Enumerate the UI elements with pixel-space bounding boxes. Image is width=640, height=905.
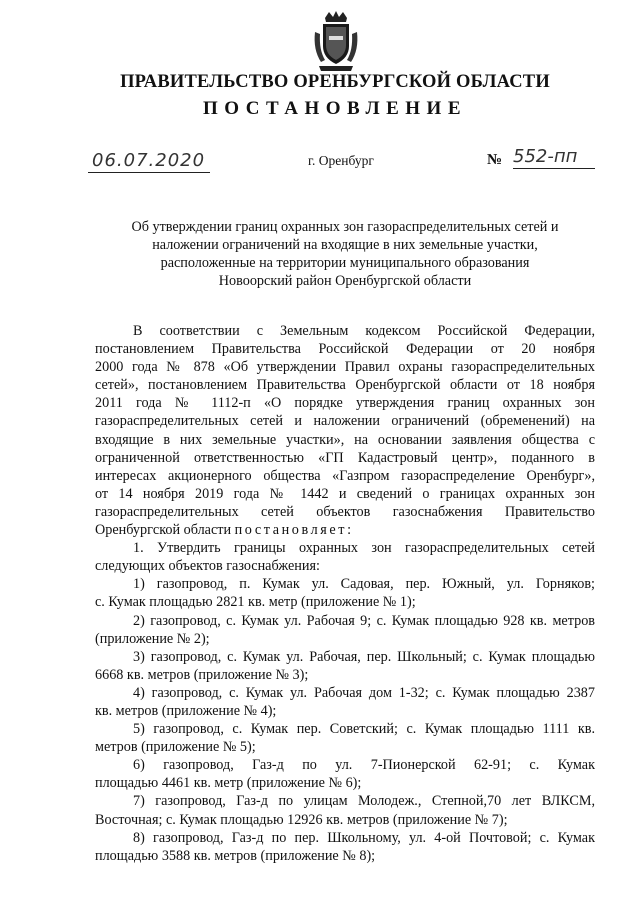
body-line: 5) газопровод, с. Кумак пер. Советский; с. Кумак площадью 1111 кв. (133, 721, 595, 738)
body-line: входящие в них земельные участки», на основании заявления общества с (95, 431, 595, 448)
body-line: Восточная; с. Кумак площадью 12926 кв. метров (приложение № 7); (95, 811, 508, 828)
sub-item-2 (95, 612, 595, 648)
sub-item-6 (95, 756, 595, 792)
body-line: 7) газопровод, Газ-д по улицам Молодеж., Степной,70 лет ВЛКСМ, (133, 793, 595, 810)
body-line: В соответствии с Земельным кодексом Российской Федерации, (133, 323, 595, 339)
body-line-last (95, 521, 595, 539)
body-line: площадью 4461 кв. метр (приложение № 6); (95, 775, 362, 792)
body-line-text: Оренбургской области (95, 522, 232, 539)
decree-body (95, 322, 595, 865)
body-line: следующих объектов газоснабжения: (95, 558, 320, 575)
body-line: 2011 года № 1112-п «О порядке утверждения границ охранных зон (95, 395, 595, 412)
body-line: 8) газопровод, Газ-д по пер. Школьному, ул. 4-ой Почтовой; с. Кумак (133, 829, 595, 846)
item-1-paragraph (95, 539, 595, 575)
body-line: 1. Утвердить границы охранных зон газораспределительных сетей (133, 540, 595, 557)
sub-item-8 (95, 829, 595, 865)
body-line: с. Кумак площадью 2821 кв. метр (приложение № 1); (95, 594, 416, 611)
body-line: сетей», постановлением Правительства Оренбургской области от 18 ноября (95, 377, 595, 394)
title-line: Об утверждении границ охранных зон газораспределительных сетей и (131, 219, 559, 235)
decree-title (95, 218, 595, 290)
body-line: постановлением Правительства Российской Федерации от 20 ноября (95, 341, 595, 358)
body-line: 1) газопровод, п. Кумак ул. Садовая, пер. Южный, ул. Горняков; (133, 576, 595, 593)
resolves-word: постановляет: (234, 522, 354, 539)
decree-number-label: № (487, 152, 503, 168)
coat-of-arms-icon (311, 10, 361, 72)
decree-date: 06.07.2020 (88, 150, 210, 173)
body-line: метров (приложение № 5); (95, 739, 256, 756)
sub-item-7 (95, 792, 595, 828)
body-line: газораспределительных сетей объектов газоснабжения Правительство (95, 503, 595, 520)
preamble-paragraph (95, 322, 595, 539)
title-line: наложении ограничений на входящие в них земельные участки, (152, 237, 538, 253)
body-line: 6) газопровод, Газ-д по ул. 7-Пионерской 62-91; с. Кумак (133, 757, 595, 774)
body-line: (приложение № 2); (95, 630, 210, 647)
decree-number: 552-пп (513, 146, 595, 169)
body-line: 2) газопровод, с. Кумак ул. Рабочая 9; с. Кумак площадью 928 кв. метров (133, 612, 595, 629)
title-line: Новоорский район Оренбургской области (218, 273, 472, 289)
government-name: ПРАВИТЕЛЬСТВО ОРЕНБУРГСКОЙ ОБЛАСТИ (120, 72, 550, 92)
body-line: интересах акционерного общества «Газпром газораспределение Оренбург», (95, 467, 595, 484)
body-line: 2000 года № 878 «Об утверждении Правил охраны газораспределительных (95, 359, 595, 376)
sub-item-3 (95, 648, 595, 684)
body-line: кв. метров (приложение № 4); (95, 702, 277, 719)
body-line: 6668 кв. метров (приложение № 3); (95, 666, 309, 683)
body-line: площадью 3588 кв. метров (приложение № 8); (95, 847, 376, 864)
title-line: расположенные на территории муниципального образования (160, 255, 530, 271)
body-line: 3) газопровод, с. Кумак ул. Рабочая, пер. Школьный; с. Кумак площадью (133, 648, 595, 665)
decree-city: г. Оренбург (308, 153, 374, 168)
sub-item-5 (95, 720, 595, 756)
body-line: ограниченной ответственностью «ГП Кадастровый центр», поданного в (95, 449, 595, 466)
document-type: ПОСТАНОВЛЕНИЕ (202, 98, 468, 119)
body-line: газораспределительных сетей и наложении ограничений (обременений) на (95, 413, 595, 430)
body-line: 4) газопровод, с. Кумак ул. Рабочая дом 1-32; с. Кумак площадью 2387 (133, 684, 595, 701)
sub-item-1 (95, 575, 595, 611)
sub-item-4 (95, 684, 595, 720)
body-line: от 14 ноября 2019 года № 1442 и сведений о границах охранных зон (95, 485, 595, 502)
